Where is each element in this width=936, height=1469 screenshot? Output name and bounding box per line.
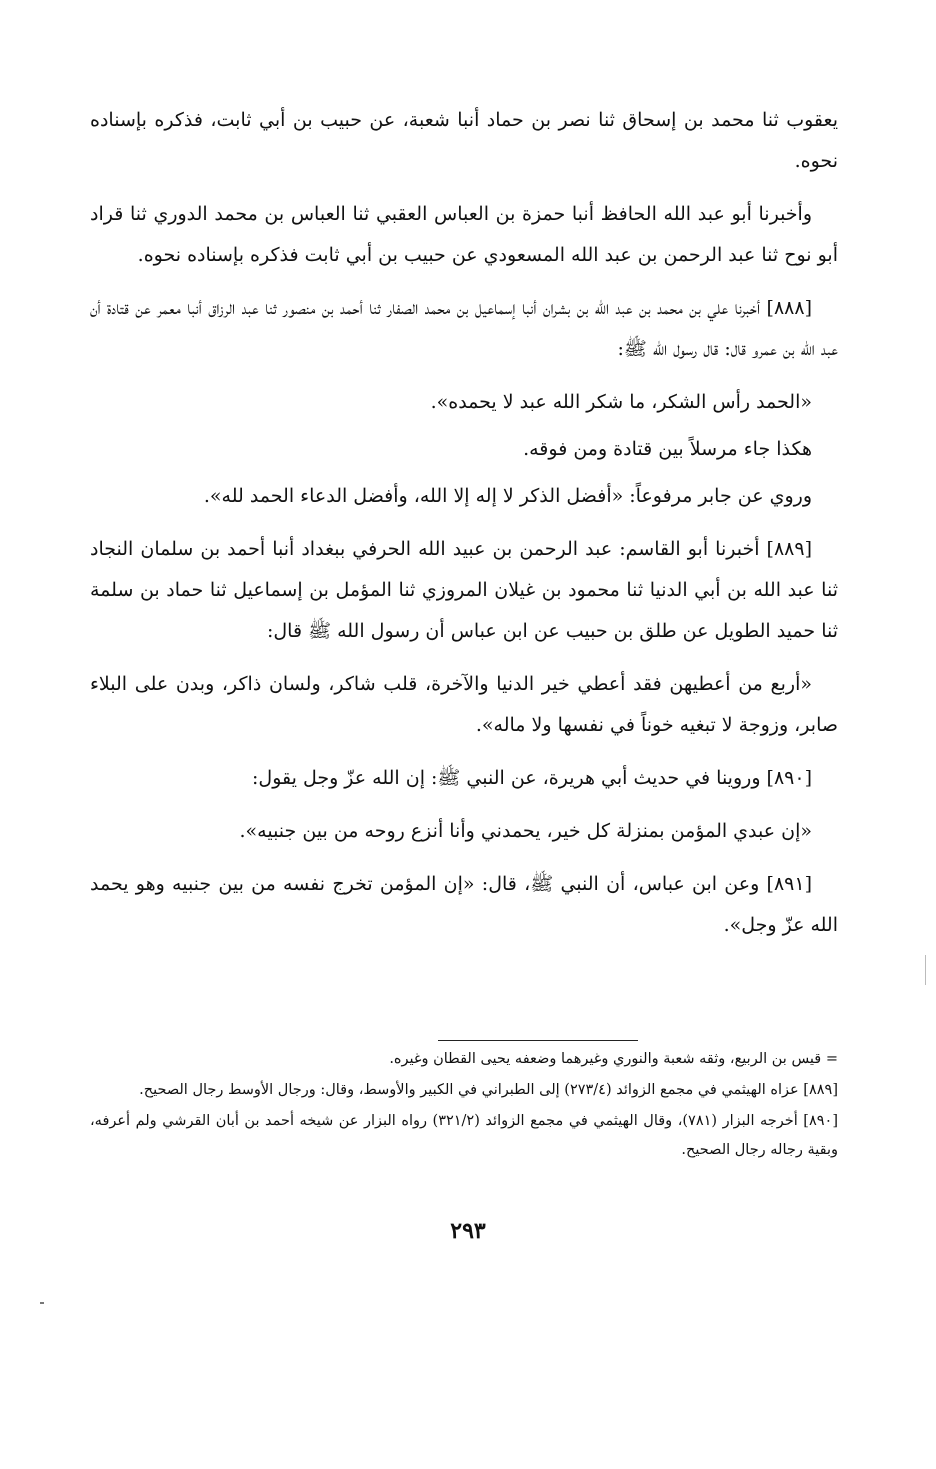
scan-artifact-dot xyxy=(40,1302,44,1304)
scan-artifact-edge xyxy=(925,955,926,985)
hadith-888: [٨٨٨] أخبرنا علي بن محمد بن عبد الله بن بشران أنبا إسماعيل بن محمد الصفار ثنا أحمد بن منصور ثنا عبد الرزاق أنبا معمر عن قتادة أن عبد الله بن عمرو قال: قال رسول الله ﷺ: xyxy=(90,297,838,360)
hadith-jabir: وروي عن جابر مرفوعاً: «أفضل الذكر لا إله إلا الله، وأفضل الدعاء الحمد لله». xyxy=(203,485,812,507)
hadith-888-note: هكذا جاء مرسلاً بين قتادة ومن فوقه. xyxy=(523,438,812,460)
main-text xyxy=(90,100,838,958)
footnote-890: [٨٩٠] أخرجه البزار (٧٨١)، وقال الهيثمي في مجمع الزوائد (٣٢١/٢) رواه البزار عن شيخه أحمد بن أبان القرشي ولم أعرفه، وبقية رجاله رجال الصحيح. xyxy=(90,1113,838,1158)
hadith-889: [٨٨٩] أخبرنا أبو القاسم: عبد الرحمن بن عبيد الله الحرفي ببغداد أنبا أحمد بن سلمان النجاد ثنا عبد الله بن أبي الدنيا ثنا محمود بن غيلان المروزي ثنا المؤمل بن إسماعيل ثنا حماد بن سلمة ثنا حميد الطويل عن طلق بن حبيب عن ابن عباس أن رسول الله ﷺ قال: xyxy=(90,538,838,642)
page-number: ٢٩٣ xyxy=(450,1218,486,1244)
hadith-890: [٨٩٠] وروينا في حديث أبي هريرة، عن النبي ﷺ: إن الله عزّ وجل يقول: xyxy=(251,767,812,789)
footnote-continuation: = قيس بن الربيع، وثقه شعبة والنوري وغيرهما وضعفه يحيى القطان وغيره. xyxy=(389,1051,838,1067)
hadith-891: [٨٩١] وعن ابن عباس، أن النبي ﷺ، قال: «إن المؤمن تخرج نفسه من بين جنبيه وهو يحمد الله عزّ وجل». xyxy=(90,873,838,936)
footnote-889: [٨٨٩] عزاه الهيثمي في مجمع الزوائد (٢٧٣/٤) إلى الطبراني في الكبير والأوسط، وقال: ورجال الأوسط رجال الصحيح. xyxy=(139,1082,838,1098)
footnotes-section xyxy=(90,1040,838,1167)
hadith-890-text: «إن عبدي المؤمن بمنزلة كل خير، يحمدني وأنا أنزع روحه من بين جنبيه». xyxy=(239,820,812,842)
footnote-separator xyxy=(438,1040,638,1041)
hadith-889-text: «أربع من أعطيهن فقد أعطي خير الدنيا والآخرة، قلب شاكر، ولسان ذاكر، وبدن على البلاء صابر، وزوجة لا تبغيه خوناً في نفسها ولا ماله». xyxy=(90,673,838,736)
hadith-888-text: «الحمد رأس الشكر، ما شكر الله عبد لا يحمده». xyxy=(430,391,812,413)
paragraph-continuation: يعقوب ثنا محمد بن إسحاق ثنا نصر بن حماد أنبا شعبة، عن حبيب بن أبي ثابت، فذكره بإسناده نحوه. xyxy=(90,109,838,172)
paragraph-chain-2: وأخبرنا أبو عبد الله الحافظ أنبا حمزة بن العباس العقبي ثنا العباس بن محمد الدوري ثنا قراد أبو نوح ثنا عبد الرحمن بن عبد الله المسعودي عن حبيب بن أبي ثابت فذكره بإسناده نحوه. xyxy=(90,203,838,266)
